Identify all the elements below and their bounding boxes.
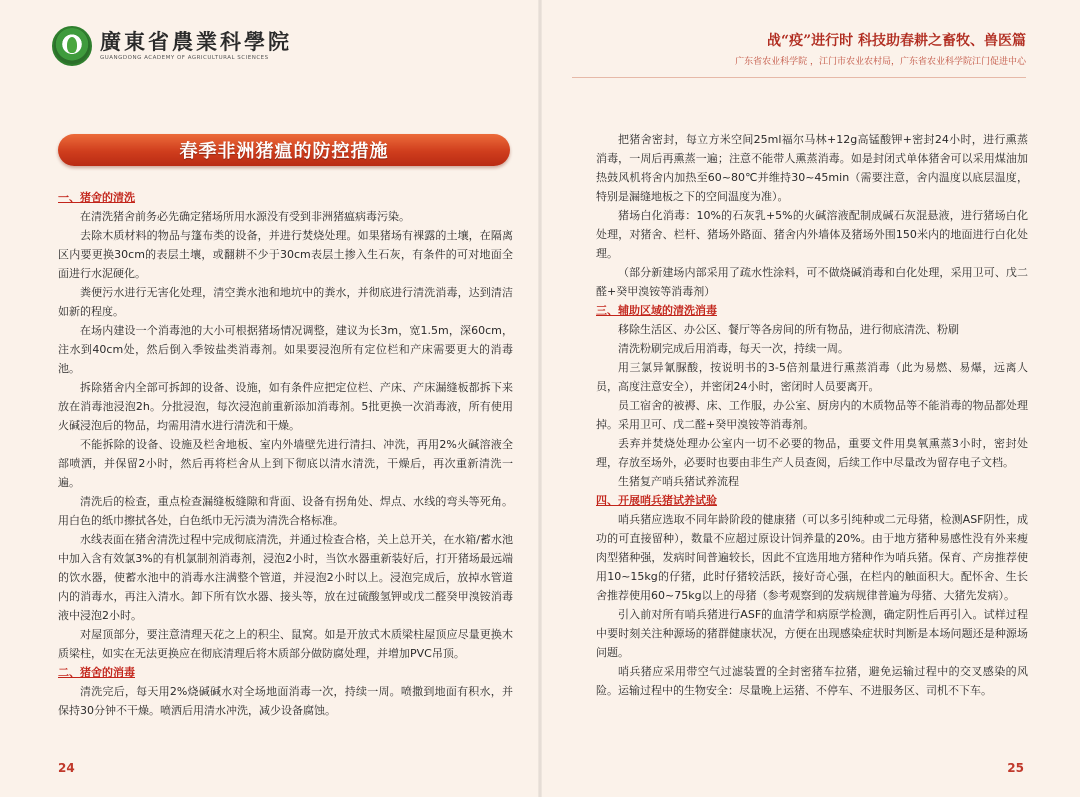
paragraph: 去除木质材料的物品与篷布类的设备，并进行焚烧处理。如果猪场有裸露的土壤，在隔离区内要更换30cm的表层土壤，或翻耕不少于30cm表层土掺入生石灰，有条件的可对地面全面进行水泥硬化。 [58, 229, 513, 280]
article-title: 春季非洲猪瘟的防控措施 [179, 141, 389, 162]
paragraph: 猪场白化消毒：10%的石灰乳+5%的火碱溶液配制成碱石灰混悬液，进行猪场白化处理，对猪舍、栏杆、猪场外路面、猪舍内外墙体及猪场外围150米内的地面进行白化处理。 [596, 209, 1028, 260]
section-heading: 二、猪舍的消毒 [58, 666, 135, 679]
paragraph: 引入前对所有哨兵猪进行ASF的血清学和病原学检测，确定阴性后再引入。试样过程中要时刻关注种源场的猪群健康状况，方便在出现感染症状时判断是本场问题还是种源场问题。 [596, 608, 1028, 659]
page-number-left: 24 [58, 761, 75, 775]
paragraph: 哨兵猪应采用带空气过滤装置的全封密猪车拉猪，避免运输过程中的交叉感染的风险。运输过程中的生物安全：尽量晚上运猪、不停车、不进服务区、司机不下车。 [596, 665, 1028, 697]
logo-text [100, 30, 292, 62]
paragraph: 粪便污水进行无害化处理，清空粪水池和地坑中的粪水，并彻底进行清洗消毒，达到清洁如新的程度。 [58, 286, 513, 318]
paragraph: 员工宿舍的被褥、床、工作服，办公室、厨房内的木质物品等不能消毒的物品都处理掉。采用卫可、戊二醛+癸甲溴铵等消毒剂。 [596, 399, 1028, 431]
paragraph: 清洗后的检查，重点检查漏缝板缝隙和背面、设备有拐角处、焊点、水线的弯头等死角。用白色的纸巾擦拭各处，白色纸巾无污渍为清洗合格标准。 [58, 495, 513, 527]
paragraph: 在清洗猪舍前务必先确定猪场所用水源没有受到非洲猪瘟病毒污染。 [80, 210, 410, 223]
series-title: 战“疫”进行时 科技助春耕之畜牧、兽医篇 [767, 33, 1026, 49]
paragraph: 水线表面在猪舍清洗过程中完成彻底清洗，并通过检查合格，关上总开关，在水箱/蓄水池中加入含有效氯3%的有机氯制剂消毒剂，浸泡2小时，当饮水器重新装好后，打开猪场最远端的饮水器，使蓄水池中的消毒水注满整个管道，并浸泡2小时以上。浸泡完成后，放掉水管道内的消毒水，再注入清水。卸下所有饮水器、接头等，放在过硫酸氢钾或戊二醛癸甲溴铵消毒液中浸泡2小时。 [58, 533, 513, 622]
paragraph: 对屋顶部分，要注意清理天花之上的积尘、鼠窝。如是开放式木质梁柱屋顶应尽量更换木质梁柱，如实在无法更换应在彻底清理后将木质部分做防腐处理，并增加PVC吊顶。 [58, 628, 513, 660]
article-title-banner [58, 134, 510, 166]
series-header [735, 32, 1026, 68]
paragraph: （部分新建场内部采用了疏水性涂料，可不做烧碱消毒和白化处理，采用卫可、戊二醛+癸甲溴铵等消毒剂） [596, 266, 1028, 298]
section-heading: 一、猪舍的清洗 [58, 191, 135, 204]
paragraph: 不能拆除的设备、设施及栏舍地板、室内外墙壁先进行清扫、冲洗，再用2%火碱溶液全部喷洒，并保留2小时，然后再将栏舍从上到下彻底以清水清洗，干燥后，再次重新清洗一遍。 [58, 438, 513, 489]
paragraph: 哨兵猪应选取不同年龄阶段的健康猪（可以多引纯种或二元母猪，检测ASF阴性，成功的可直接留种），数量不应超过原设计饲养量的20%。由于地方猪种易感性没有外来瘦肉型猪种强，发病时间普遍较长，因此不宜选用地方猪种作为哨兵猪。保育、产房推荐使用10~15kg的仔猪，此时仔猪较活跃，接好奇心强，在栏内的触面积大。配怀舍、生长舍推荐使用60~75kg以上的母猪（参考观察到的发病规律普遍为母猪、大猪先发病）。 [596, 513, 1028, 602]
section-heading: 四、开展哨兵猪试养试验 [596, 494, 717, 507]
paragraph: 清洗粉刷完成后用消毒，每天一次，持续一周。 [618, 342, 849, 355]
logo-english-name: GUANGDONG ACADEMY OF AGRICULTURAL SCIENCES [100, 55, 269, 61]
paragraph: 丢弃并焚烧处理办公室内一切不必要的物品，重要文件用臭氧熏蒸3小时，密封处理，存放至场外，必要时也要由非生产人员查阅，后续工作中尽量改为留存电子文档。 [596, 437, 1028, 469]
page-number-right: 25 [1007, 761, 1024, 775]
right-column [596, 130, 1028, 700]
header-divider [572, 77, 1026, 78]
center-fold [538, 0, 542, 797]
paragraph: 生猪复产哨兵猪试养流程 [618, 475, 739, 488]
academy-logo [52, 26, 292, 66]
paragraph: 拆除猪舍内全部可拆卸的设备、设施，如有条件应把定位栏、产床、产床漏缝板都拆下来放在消毒池浸泡2h。分批浸泡，每次浸泡前重新添加消毒剂。5批更换一次消毒液，所有使用火碱浸泡后的物品，均需用清水进行清洗和干燥。 [58, 381, 513, 432]
series-organizations: 广东省农业科学院 ，江门市农业农村局，广东省农业科学院江门促进中心 [735, 57, 1026, 67]
paragraph: 在场内建设一个消毒池的大小可根据猪场情况调整，建议为长3m，宽1.5m，深60cm，注水到40cm处，然后倒入季铵盐类消毒剂。如果要浸泡所有定位栏和产床需要更大的消毒池。 [58, 324, 513, 375]
paragraph: 用三氯异氰脲酸，按说明书的3-5倍剂量进行熏蒸消毒（此为易燃、易爆，远离人员，高度注意安全），并密闭24小时，密闭时人员要离开。 [596, 361, 1028, 393]
logo-chinese-name: 廣東省農業科學院 [100, 29, 292, 54]
paragraph: 清洗完后，每天用2%烧碱碱水对全场地面消毒一次，持续一周。喷撒到地面有积水，并保持30分钟不干燥。喷洒后用清水冲洗，减少设备腐蚀。 [58, 685, 513, 717]
left-column [58, 188, 513, 720]
paragraph: 移除生活区、办公区、餐厅等各房间的所有物品，进行彻底清洗、粉刷 [618, 323, 959, 336]
academy-seal-icon [52, 26, 92, 66]
section-heading: 三、辅助区域的清洗消毒 [596, 304, 717, 317]
paragraph: 把猪舍密封，每立方米空间25ml福尔马林+12g高锰酸钾+密封24小时，进行熏蒸消毒，一周后再熏蒸一遍；注意不能带人熏蒸消毒。如是封闭式单体猪舍可以采用煤油加热鼓风机将舍内加热至60~80℃并维持30~45min（需要注意，舍内温度以底层温度，特别是漏缝地板之下的空间温度为准）。 [596, 133, 1028, 203]
